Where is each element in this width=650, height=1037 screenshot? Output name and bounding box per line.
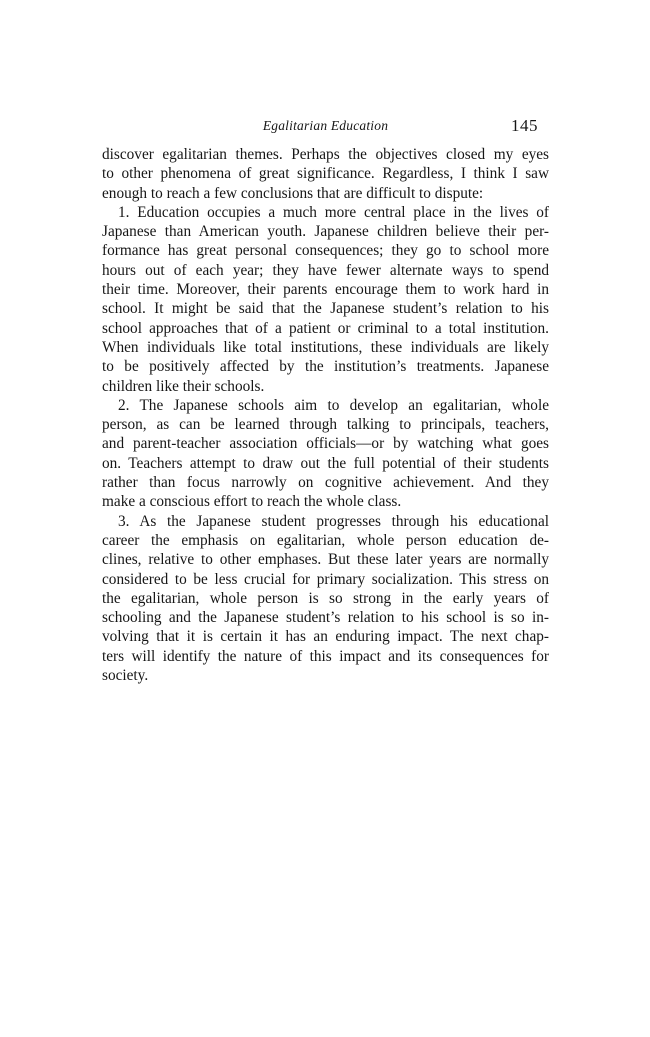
text-line: person, as can be learned through talking to principals, teachers, bbox=[102, 416, 549, 434]
text-line: school approaches that of a patient or criminal to a total institution. bbox=[102, 319, 549, 337]
text-line: and parent-teacher association officials—or by watching what goes bbox=[102, 435, 549, 453]
text-line: 3. As the Japanese student progresses through his educational bbox=[118, 512, 549, 530]
text-line: When individuals like total institutions, these individuals are likely bbox=[102, 338, 549, 356]
text-line: discover egalitarian themes. Perhaps the objectives closed my eyes bbox=[102, 146, 549, 163]
text-line: school. It might be said that the Japanese student’s relation to his bbox=[102, 300, 549, 318]
text-line: their time. Moreover, their parents encourage them to work hard in bbox=[102, 281, 549, 299]
page-number: 145 bbox=[511, 116, 538, 135]
numbered-paragraph-1 bbox=[102, 203, 549, 396]
body-text bbox=[102, 145, 549, 685]
text-line: 2. The Japanese schools aim to develop an egalitarian, whole bbox=[118, 396, 549, 414]
text-line: schooling and the Japanese student’s relation to his school is so in- bbox=[102, 609, 549, 627]
text-line: society. bbox=[102, 667, 149, 685]
text-line: Japanese than American youth. Japanese children believe their per- bbox=[102, 223, 549, 241]
text-line: to other phenomena of great significance. Regardless, I think I saw bbox=[102, 165, 549, 183]
text-line: hours out of each year; they have fewer alternate ways to spend bbox=[102, 261, 549, 279]
numbered-paragraph-3 bbox=[102, 512, 549, 686]
text-line: career the emphasis on egalitarian, whole person education de- bbox=[102, 531, 549, 549]
text-line: 1. Education occupies a much more central place in the lives of bbox=[118, 203, 549, 221]
text-line: volving that it is certain it has an enduring impact. The next chap- bbox=[102, 628, 549, 646]
text-line: ters will identify the nature of this impact and its consequences for bbox=[102, 647, 549, 665]
text-line: on. Teachers attempt to draw out the full potential of their students bbox=[102, 454, 549, 472]
text-line: rather than focus narrowly on cognitive achievement. And they bbox=[102, 474, 549, 492]
text-line: children like their schools. bbox=[102, 377, 265, 395]
text-line: clines, relative to other emphases. But these later years are normally bbox=[102, 551, 549, 569]
text-line: enough to reach a few conclusions that are difficult to dispute: bbox=[102, 184, 484, 202]
text-line: to be positively affected by the institution’s treatments. Japanese bbox=[102, 358, 549, 376]
running-head bbox=[102, 118, 549, 138]
paragraph-continuation bbox=[102, 145, 549, 203]
text-line: considered to be less crucial for primary socialization. This stress on bbox=[102, 570, 549, 588]
running-title: Egalitarian Education bbox=[262, 118, 389, 133]
text-line: formance has great personal consequences; they go to school more bbox=[102, 242, 549, 260]
text-line: make a conscious effort to reach the whole class. bbox=[102, 493, 402, 511]
numbered-paragraph-2 bbox=[102, 396, 549, 512]
text-line: the egalitarian, whole person is so strong in the early years of bbox=[102, 589, 549, 607]
